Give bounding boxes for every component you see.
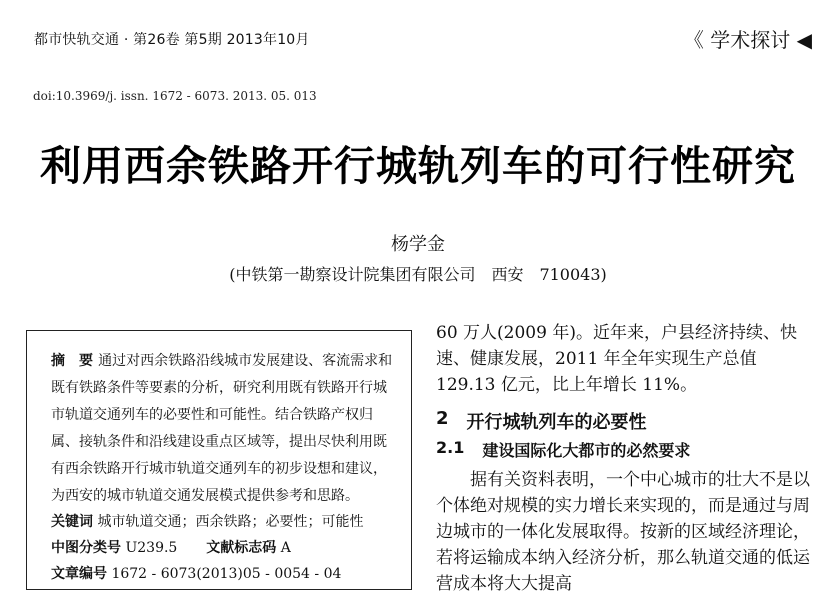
doi: doi:10.3969/j. issn. 1672 - 6073. 2013. 05. 013 [33, 89, 317, 103]
abstract-paragraph [51, 347, 395, 509]
subsection-heading [436, 438, 816, 461]
body-paragraph: 据有关资料表明，一个中心城市的壮大不是以个体绝对规模的实力增长来实现的，而是通过与周边城市的一体化发展取得。按新的区域经济理论，若将运输成本纳入经济分析，那么轨道交通的低运营成本将大大提高 [436, 470, 810, 594]
abstract-label: 摘 要 [51, 353, 93, 369]
clc-value: U239.5 [125, 540, 178, 556]
right-column [436, 320, 816, 597]
doc-code-label: 文献标志码 [206, 540, 277, 556]
keywords-line [51, 509, 395, 535]
keywords-text: 城市轨道交通；西余铁路；必要性；可能性 [97, 514, 364, 530]
subsection-title: 建设国际化大都市的必然要求 [482, 441, 691, 460]
article-number-label: 文章编号 [51, 566, 107, 582]
journal-info: 都市快轨交通 · 第26卷 第5期 2013年10月 [34, 32, 310, 48]
author: 杨学金 [391, 234, 445, 255]
affiliation: (中铁第一勘察设计院集团有限公司 西安 710043) [229, 265, 607, 284]
section-title: 开行城轨列车的必要性 [466, 412, 647, 433]
keywords-label: 关键词 [51, 514, 93, 530]
subsection-number: 2.1 [436, 438, 465, 457]
section-heading [436, 408, 816, 434]
abstract-text: 通过对西余铁路沿线城市发展建设、客流需求和既有铁路条件等要素的分析，研究利用既有铁路开行城市轨道交通列车的必要性和可能性。结合铁路产权归属、接轨条件和沿线建设重点区域等，提出尽快利用既有西余铁路开行城市轨道交通列车的初步设想和建议，为西安的城市轨道交通发展模式提供参考和思路。 [51, 353, 393, 504]
doc-code-value: A [280, 540, 291, 556]
article-number-value: 1672 - 6073(2013)05 - 0054 - 04 [111, 566, 342, 582]
article-number-line [51, 561, 395, 587]
section-number: 2 [436, 408, 449, 429]
abstract-box [26, 330, 412, 590]
intro-paragraph: 60 万人(2009 年)。近年来，户县经济持续、快速、健康发展，2011 年全年实现生产总值 129.13 亿元，比上年增长 11%。 [436, 323, 797, 395]
classification-line [51, 535, 395, 561]
clc-label: 中图分类号 [51, 540, 121, 556]
section-label: 《 学术探讨 ◀ [683, 28, 812, 52]
paper-title: 利用西余铁路开行城轨列车的可行性研究 [40, 142, 796, 190]
